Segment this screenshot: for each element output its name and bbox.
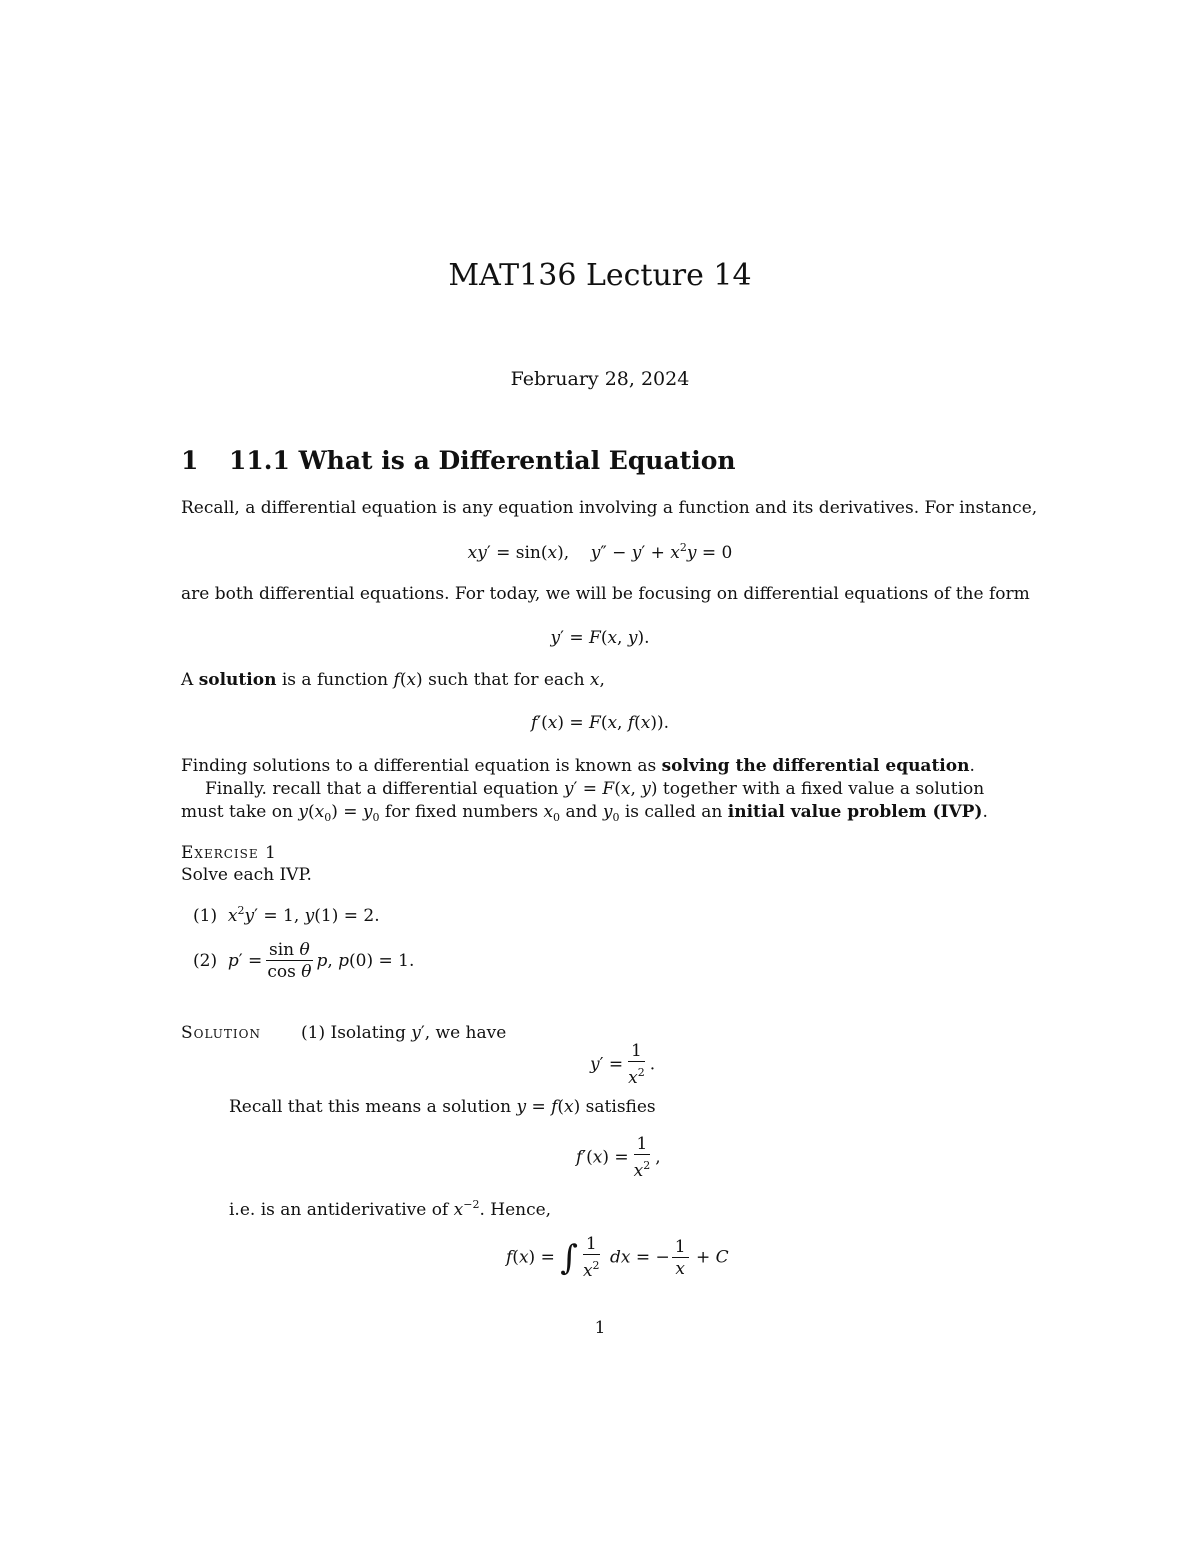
equation-form: y′ = F(x, y).	[550, 628, 650, 648]
finding-paragraph: Finding solutions to a differential equation is known as solving the differential equation.	[181, 756, 975, 776]
section-title: 11.1 What is a Differential Equation	[229, 446, 736, 475]
recall-paragraph: Recall that this means a solution y = f(x) satisfies	[229, 1097, 656, 1117]
form-paragraph: are both differential equations. For today, we will be focusing on differential equations of the form	[181, 584, 1030, 604]
page-number: 1	[594, 1318, 606, 1338]
document-title: MAT136 Lecture 14	[448, 258, 752, 293]
ivp-definition: must take on $y(x_0) = y_0$ for fixed numbers $x_0$ and $y_0$ is called an initial value problem (IVP).	[181, 802, 988, 824]
solution-label: Solution	[181, 1023, 261, 1043]
antiderivative-paragraph: i.e. is an antiderivative of $x^{-2}$. Hence,	[229, 1198, 552, 1220]
section-heading	[181, 446, 736, 475]
equation-derivative: f′(x) = $\frac{1}{x^2}$ ,	[576, 1134, 661, 1181]
exercise-item-2: (2) p′ = $\frac{\text{sin θ}}{\text{cos θ}}$ p, p(0) = 1.	[193, 940, 415, 982]
exercise-label: Exercise 1	[181, 843, 277, 863]
finally-line: Finally. recall that a differential equation y′ = F(x, y) together with a fixed value a solution	[205, 779, 985, 799]
equation-examples: xy′ = sin(x), $y'' - y' + x^2y = 0$	[467, 541, 733, 563]
equation-isolated: y′ = $\frac{1}{x^2}$ .	[590, 1041, 656, 1088]
solution-definition: A solution is a function f(x) such that for each x,	[181, 670, 605, 690]
exercise-item-1: (1) $x^2y' = 1$, y(1) = 2.	[193, 904, 380, 926]
equation-solution: f′(x) = F(x, f(x)).	[530, 713, 670, 733]
intro-paragraph: Recall, a differential equation is any equation involving a function and its derivatives. For instance,	[181, 498, 1038, 518]
equation-integral: f(x) = ∫ $\frac{1}{x^2}$ dx = − $\frac{1}{x}$ + C	[506, 1234, 729, 1281]
section-number: 1	[181, 446, 199, 475]
document-date: February 28, 2024	[510, 368, 690, 390]
exercise-instruction: Solve each IVP.	[181, 865, 312, 885]
solution-step-1: (1) Isolating y′, we have	[301, 1023, 507, 1043]
